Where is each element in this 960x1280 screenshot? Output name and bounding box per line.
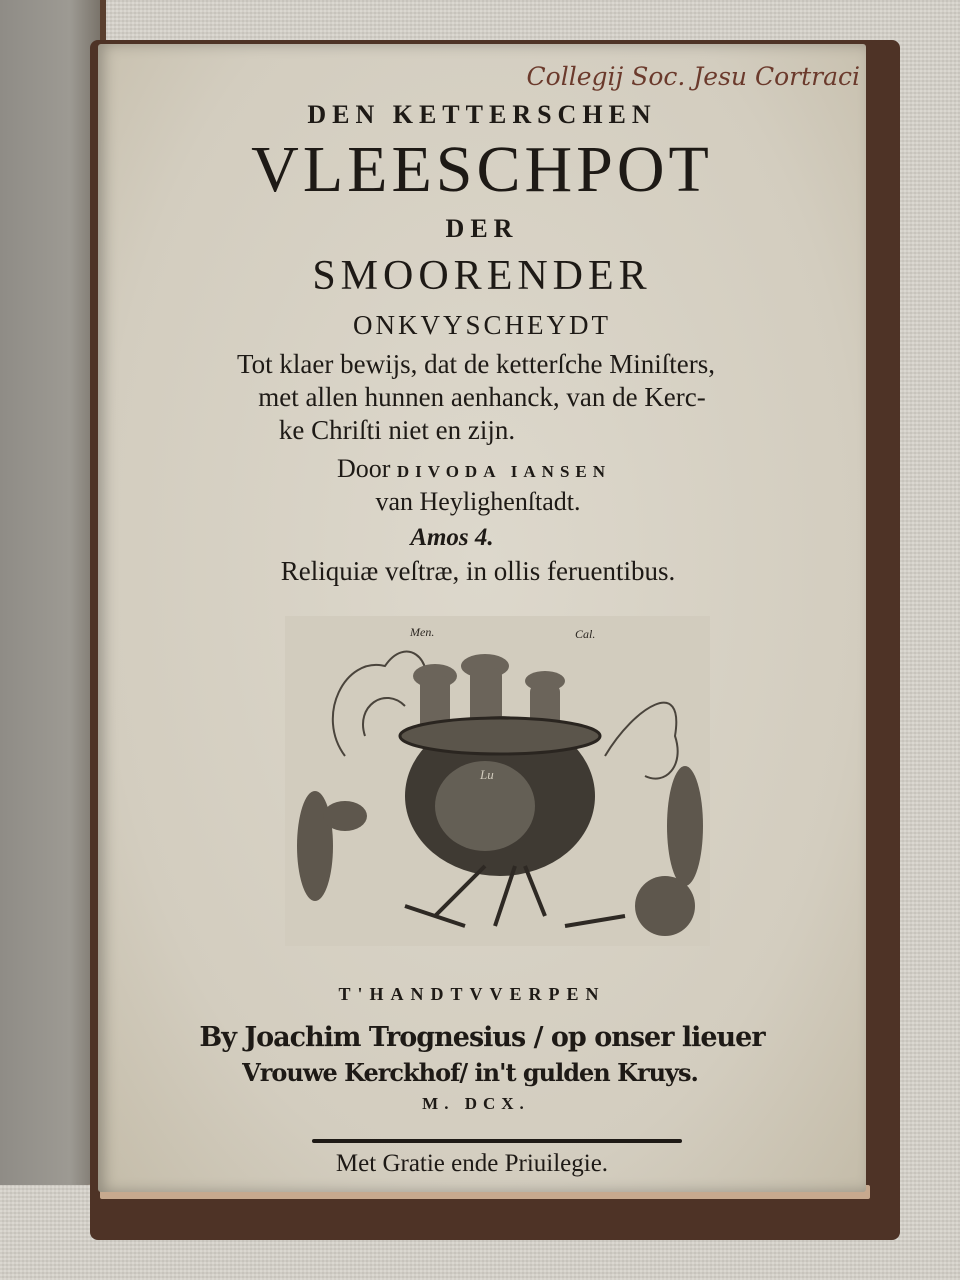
title-line-3: DER: [445, 214, 519, 243]
author-place: van Heylighenſtadt.: [375, 487, 581, 516]
epigraph-reference: Amos 4.: [410, 524, 494, 551]
label-cal: Cal.: [575, 627, 596, 641]
cauldron-rim: [400, 718, 600, 754]
author-name: DIVODA IANSEN: [396, 462, 612, 481]
author-by: Door: [336, 454, 391, 483]
privilege-note: Met Gratie ende Priuilegie.: [335, 1150, 609, 1177]
imprint-year: M. DCX.: [422, 1094, 530, 1113]
epigraph-text: Reliquiæ veſtræ, in ollis feruentibus.: [280, 556, 676, 586]
imprint-city: T'HANDTVVERPEN: [338, 984, 606, 1004]
title-line-4: SMOORENDER: [312, 253, 652, 299]
title-line-5: ONKVYSCHEYDT: [353, 310, 611, 340]
divider-rule: [312, 1139, 682, 1143]
label-men: Men.: [410, 625, 435, 639]
cauldron-engraving: [285, 616, 710, 946]
title-page: [98, 44, 866, 1192]
imprint-printer-line-1: By Joachim Trognesius / op onser lieuer: [199, 1022, 765, 1053]
subtitle-line: Tot klaer bewijs, dat de ketterſche Miniſters,: [237, 349, 715, 379]
subtitle-line: met allen hunnen aenhanck, van de Kerc-: [258, 382, 706, 412]
subtitle-line: ke Chriſti niet en zijn.: [278, 415, 516, 445]
label-lu: Lu: [480, 767, 494, 782]
ownership-inscription: Collegij Soc. Jesu Cortraci: [526, 62, 860, 91]
imprint-printer-line-2: Vrouwe Kerckhof/ in't gulden Kruys.: [242, 1058, 698, 1087]
title-main: VLEESCHPOT: [251, 133, 713, 206]
title-line-1: DEN KETTERSCHEN: [307, 100, 657, 129]
author-line: [90, 454, 858, 484]
